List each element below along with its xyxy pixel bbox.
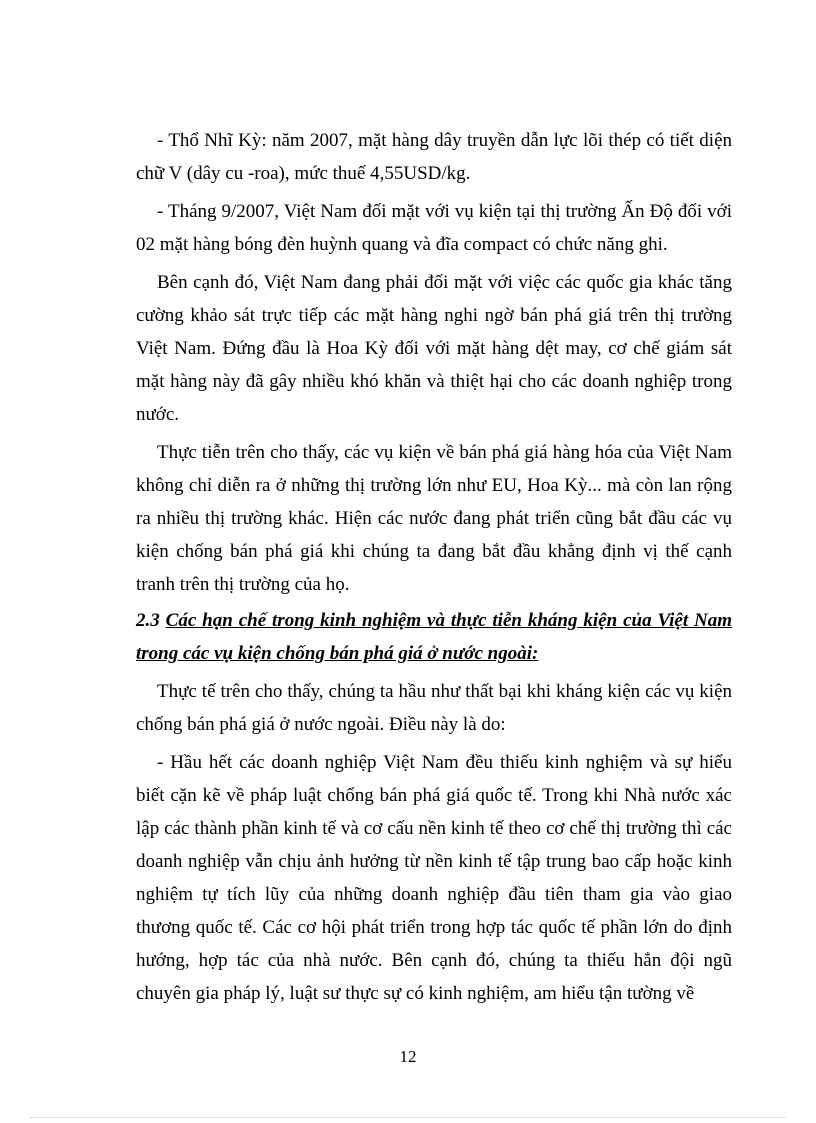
section-title: Các hạn chế trong kinh nghiệm và thực tiễn kháng kiện của Việt Nam trong các vụ kiện chống bán phá giá ở nước ngoài:: [136, 610, 732, 664]
page-number: 12: [399, 1047, 417, 1066]
paragraph-india: - Tháng 9/2007, Việt Nam đối mặt với vụ kiện tại thị trường Ấn Độ đối với 02 mặt hàng bóng đèn huỳnh quang và đĩa compact có chức năng ghi.: [136, 201, 732, 255]
paragraph-failure: Thực tế trên cho thấy, chúng ta hầu như thất bại khi kháng kiện các vụ kiện chống bán phá giá ở nước ngoài. Điều này là do:: [136, 681, 732, 735]
paragraph-inexperience: - Hầu hết các doanh nghiệp Việt Nam đều thiếu kinh nghiệm và sự hiểu biết cặn kẽ về pháp luật chống bán phá giá quốc tế. Trong khi Nhà nước xác lập các thành phần kinh tế và cơ cấu nền kinh tế theo cơ chế thị trường thì các doanh nghiệp vẫn chịu ảnh hưởng từ nền kinh tế tập trung bao cấp hoặc kinh nghiệm tự tích lũy của những doanh nghiệp đầu tiên tham gia vào giao thương quốc tế. Các cơ hội phát triển trong hợp tác quốc tế phần lớn do định hướng, hợp tác của nhà nước. Bên cạnh đó, chúng ta thiếu hẳn đội ngũ chuyên gia pháp lý, luật sư thực sự có kinh nghiệm, am hiểu tận tường về: [136, 752, 732, 1004]
paragraph-practice: Thực tiễn trên cho thấy, các vụ kiện về bán phá giá hàng hóa của Việt Nam không chỉ diễn ra ở những thị trường lớn như EU, Hoa Kỳ... mà còn lan rộng ra nhiều thị trường khác. Hiện các nước đang phát triển cũng bắt đầu các vụ kiện chống bán phá giá khi chúng ta đang bắt đầu khẳng định vị thế cạnh tranh trên thị trường của họ.: [136, 442, 732, 595]
paragraph-monitoring: Bên cạnh đó, Việt Nam đang phải đối mặt với việc các quốc gia khác tăng cường khảo sát trực tiếp các mặt hàng nghi ngờ bán phá giá trên thị trường Việt Nam. Đứng đầu là Hoa Kỳ đối với mặt hàng dệt may, cơ chế giám sát mặt hàng này đã gây nhiều khó khăn và thiệt hại cho các doanh nghiệp trong nước.: [136, 272, 732, 425]
page-bottom-divider: [30, 1117, 786, 1118]
section-heading: [136, 604, 732, 670]
paragraph-turkey: - Thổ Nhĩ Kỳ: năm 2007, mặt hàng dây truyền dẫn lực lõi thép có tiết diện chữ V (dây cu -roa), mức thuế 4,55USD/kg.: [136, 130, 732, 184]
body-text: [136, 124, 732, 1010]
section-number: 2.3: [136, 610, 160, 631]
